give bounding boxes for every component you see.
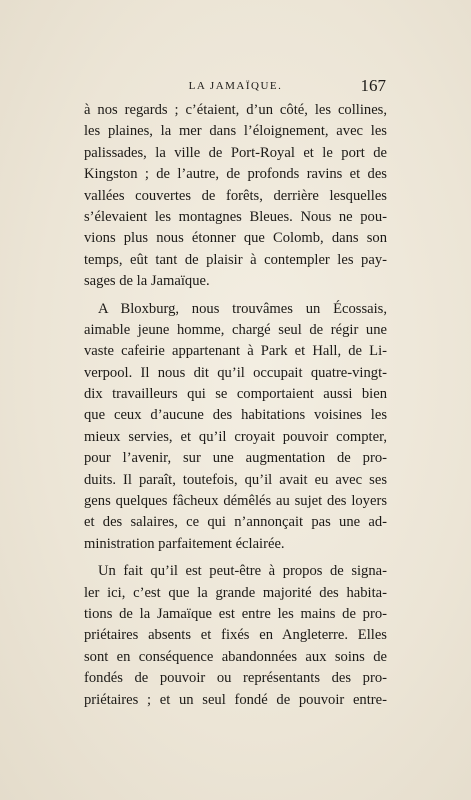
text-line: Un fait qu’il est peut-être à propos de signa-	[98, 563, 387, 580]
body-text	[84, 100, 387, 711]
text-line: que ceux d’aucune des habitations voisines les	[84, 407, 387, 424]
text-line: vions plus nous étonner que Colomb, dans son	[84, 230, 387, 247]
text-line: s’élevaient les montagnes Bleues. Nous ne pou-	[84, 208, 387, 225]
paragraph-3	[84, 561, 387, 711]
text-line: ministration parfaitement éclairée.	[84, 535, 285, 552]
paragraph-1	[84, 100, 387, 293]
text-line: sont en conséquence abandonnées aux soins de	[84, 648, 387, 665]
text-line: ler ici, c’est que la grande majorité des habita-	[84, 584, 387, 601]
text-line: duits. Il paraît, toutefois, qu’il avait eu avec ses	[84, 471, 387, 488]
page-number: 167	[360, 76, 386, 95]
text-line: à nos regards ; c’étaient, d’un côté, les collines,	[84, 102, 387, 118]
text-line: verpool. Il nous dit qu’il occupait quatre-vingt-	[84, 364, 387, 381]
text-line: pour l’avenir, sur une augmentation de pro-	[84, 450, 387, 467]
text-line: sages de la Jamaïque.	[84, 273, 210, 290]
text-line: les plaines, la mer dans l’éloignement, avec les	[84, 123, 387, 140]
text-line: priétaires ; et un seul fondé de pouvoir entre-	[84, 691, 387, 708]
text-line: tions de la Jamaïque est entre les mains de pro-	[84, 605, 387, 622]
text-line: fondés de pouvoir ou représentants des pro-	[84, 670, 387, 687]
text-line: Kingston ; de l’autre, de profonds ravins et des	[84, 166, 387, 183]
paragraph-2	[84, 299, 387, 556]
text-line: vaste cafeirie appartenant à Park et Hall, de Li-	[84, 343, 387, 360]
text-line: priétaires absents et fixés en Angleterre. Elles	[84, 627, 387, 644]
text-line: aimable jeune homme, chargé seul de régir une	[84, 321, 387, 338]
text-line: dix travailleurs qui se comportaient aussi bien	[84, 386, 387, 403]
text-line: vallées couvertes de forêts, derrière lesquelles	[84, 187, 387, 204]
text-line: temps, eût tant de plaisir à contempler les pay-	[84, 251, 387, 268]
text-line: gens quelques fâcheux démêlés au sujet des loyers	[84, 493, 387, 510]
text-line: mieux servies, et qu’il croyait pouvoir compter,	[84, 428, 387, 445]
running-head	[0, 76, 471, 98]
running-title: LA JAMAÏQUE.	[188, 80, 283, 92]
text-line: A Bloxburg, nous trouvâmes un Écossais,	[98, 300, 387, 317]
text-line: palissades, la ville de Port-Royal et le port de	[84, 144, 387, 161]
text-line: et des salaires, ce qui n’annonçait pas une ad-	[84, 514, 387, 531]
